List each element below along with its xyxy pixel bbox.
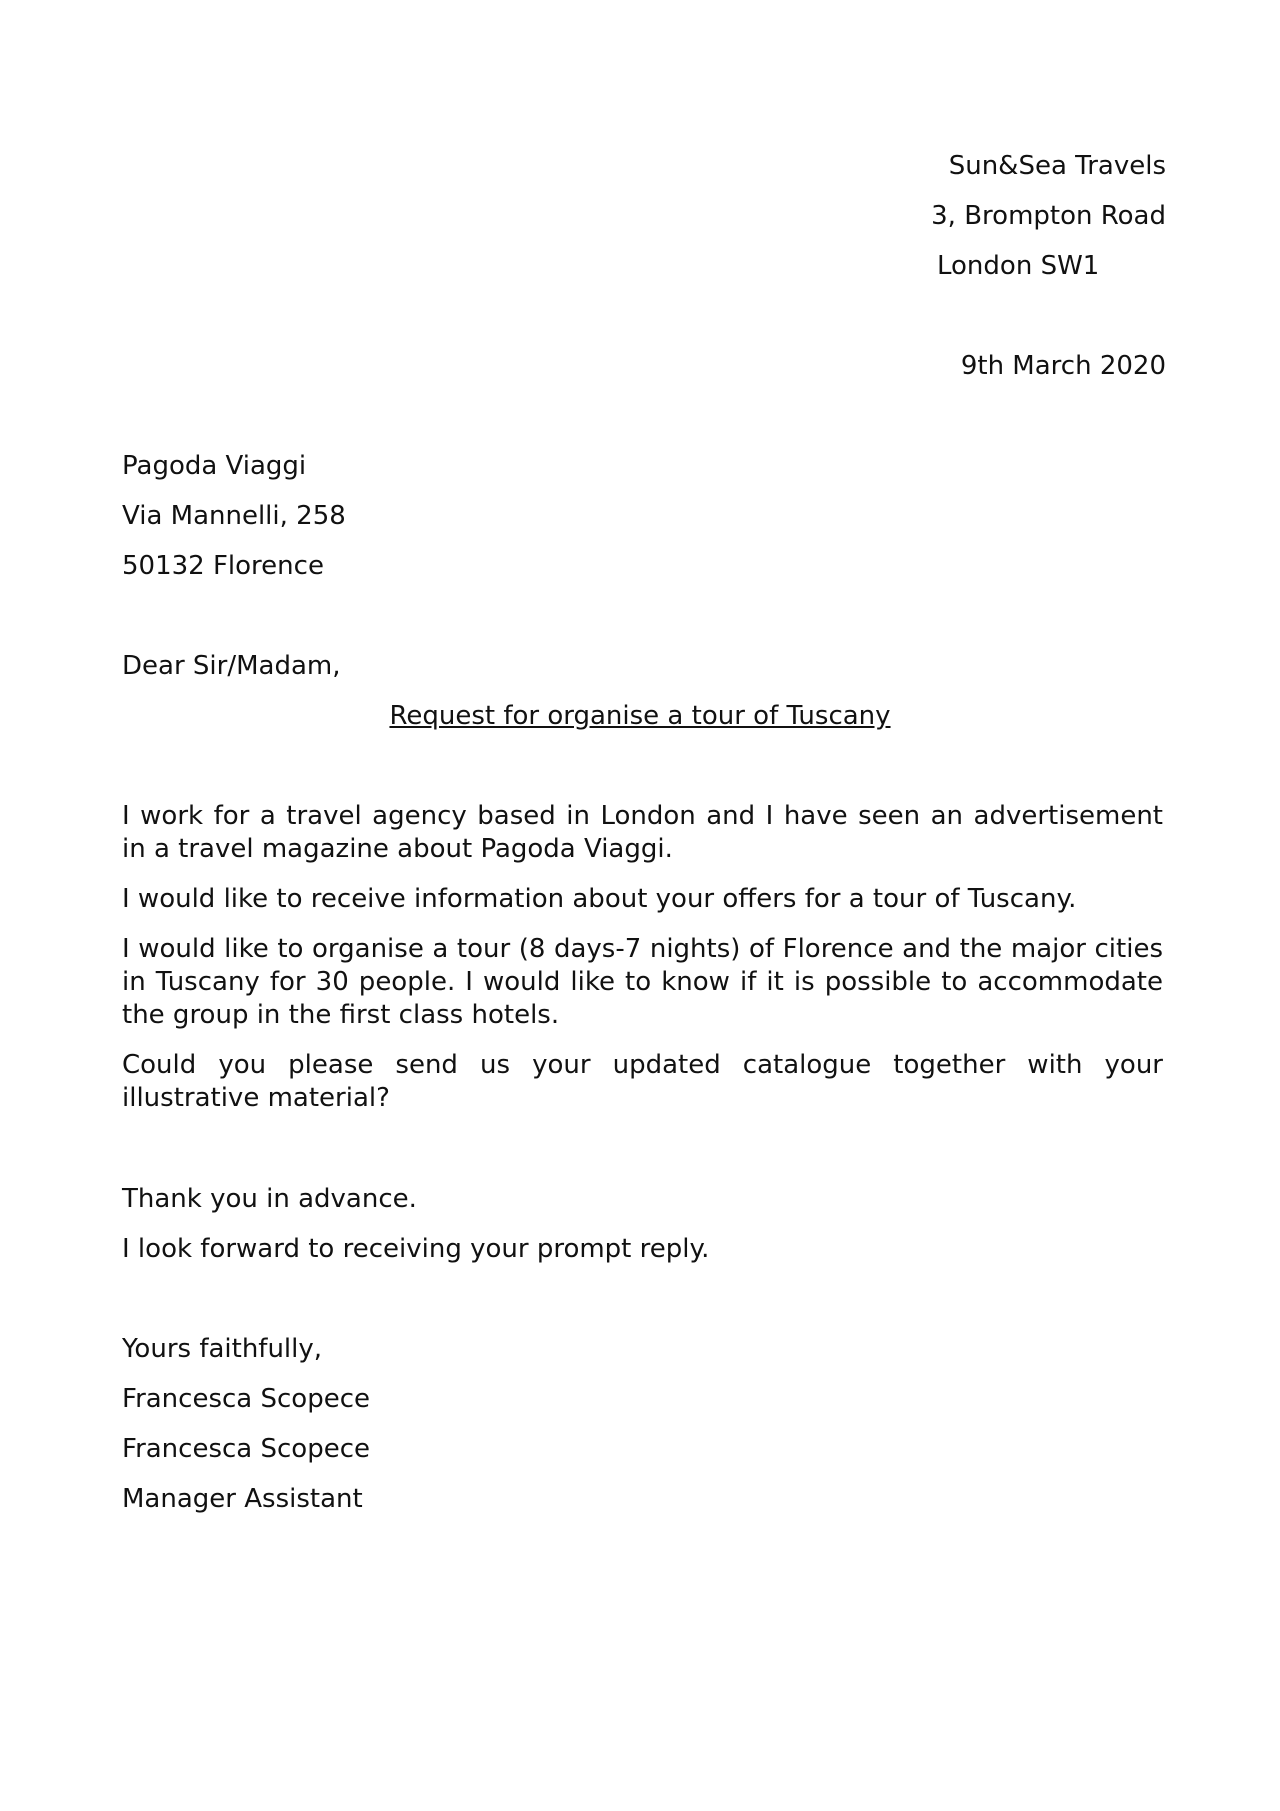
- recipient-city: 50132 Florence: [122, 551, 324, 581]
- letter-date: 9th March 2020: [960, 351, 1166, 381]
- signer-title: Manager Assistant: [122, 1484, 363, 1514]
- body-paragraph-1: I work for a travel agency based in London and I have seen an advertisement in a travel magazine about Pagoda Viaggi.: [122, 801, 1163, 864]
- signature: Francesca Scopece: [122, 1384, 370, 1414]
- sender-street: 3, Brompton Road: [931, 201, 1166, 231]
- recipient-company: Pagoda Viaggi: [122, 451, 307, 481]
- thanks-line: Thank you in advance.: [122, 1184, 417, 1214]
- body-paragraph-3: I would like to organise a tour (8 days-7 nights) of Florence and the major cities in Tuscany for 30 people. I would like to know if it is possible to accommodate the group in the first class hotels.: [122, 934, 1163, 1030]
- closing-line: I look forward to receiving your prompt reply.: [122, 1234, 710, 1264]
- valediction: Yours faithfully,: [122, 1334, 323, 1364]
- subject-line: Request for organise a tour of Tuscany: [389, 701, 891, 731]
- sender-company: Sun&Sea Travels: [948, 151, 1166, 181]
- body-paragraph-2: I would like to receive information about your offers for a tour of Tuscany.: [122, 884, 1077, 914]
- recipient-street: Via Mannelli, 258: [122, 501, 346, 531]
- body-paragraph-4: Could you please send us your updated catalogue together with your illustrative material?: [122, 1050, 1163, 1113]
- signer-name: Francesca Scopece: [122, 1434, 370, 1464]
- sender-city: London SW1: [937, 251, 1100, 281]
- salutation: Dear Sir/Madam,: [122, 651, 341, 681]
